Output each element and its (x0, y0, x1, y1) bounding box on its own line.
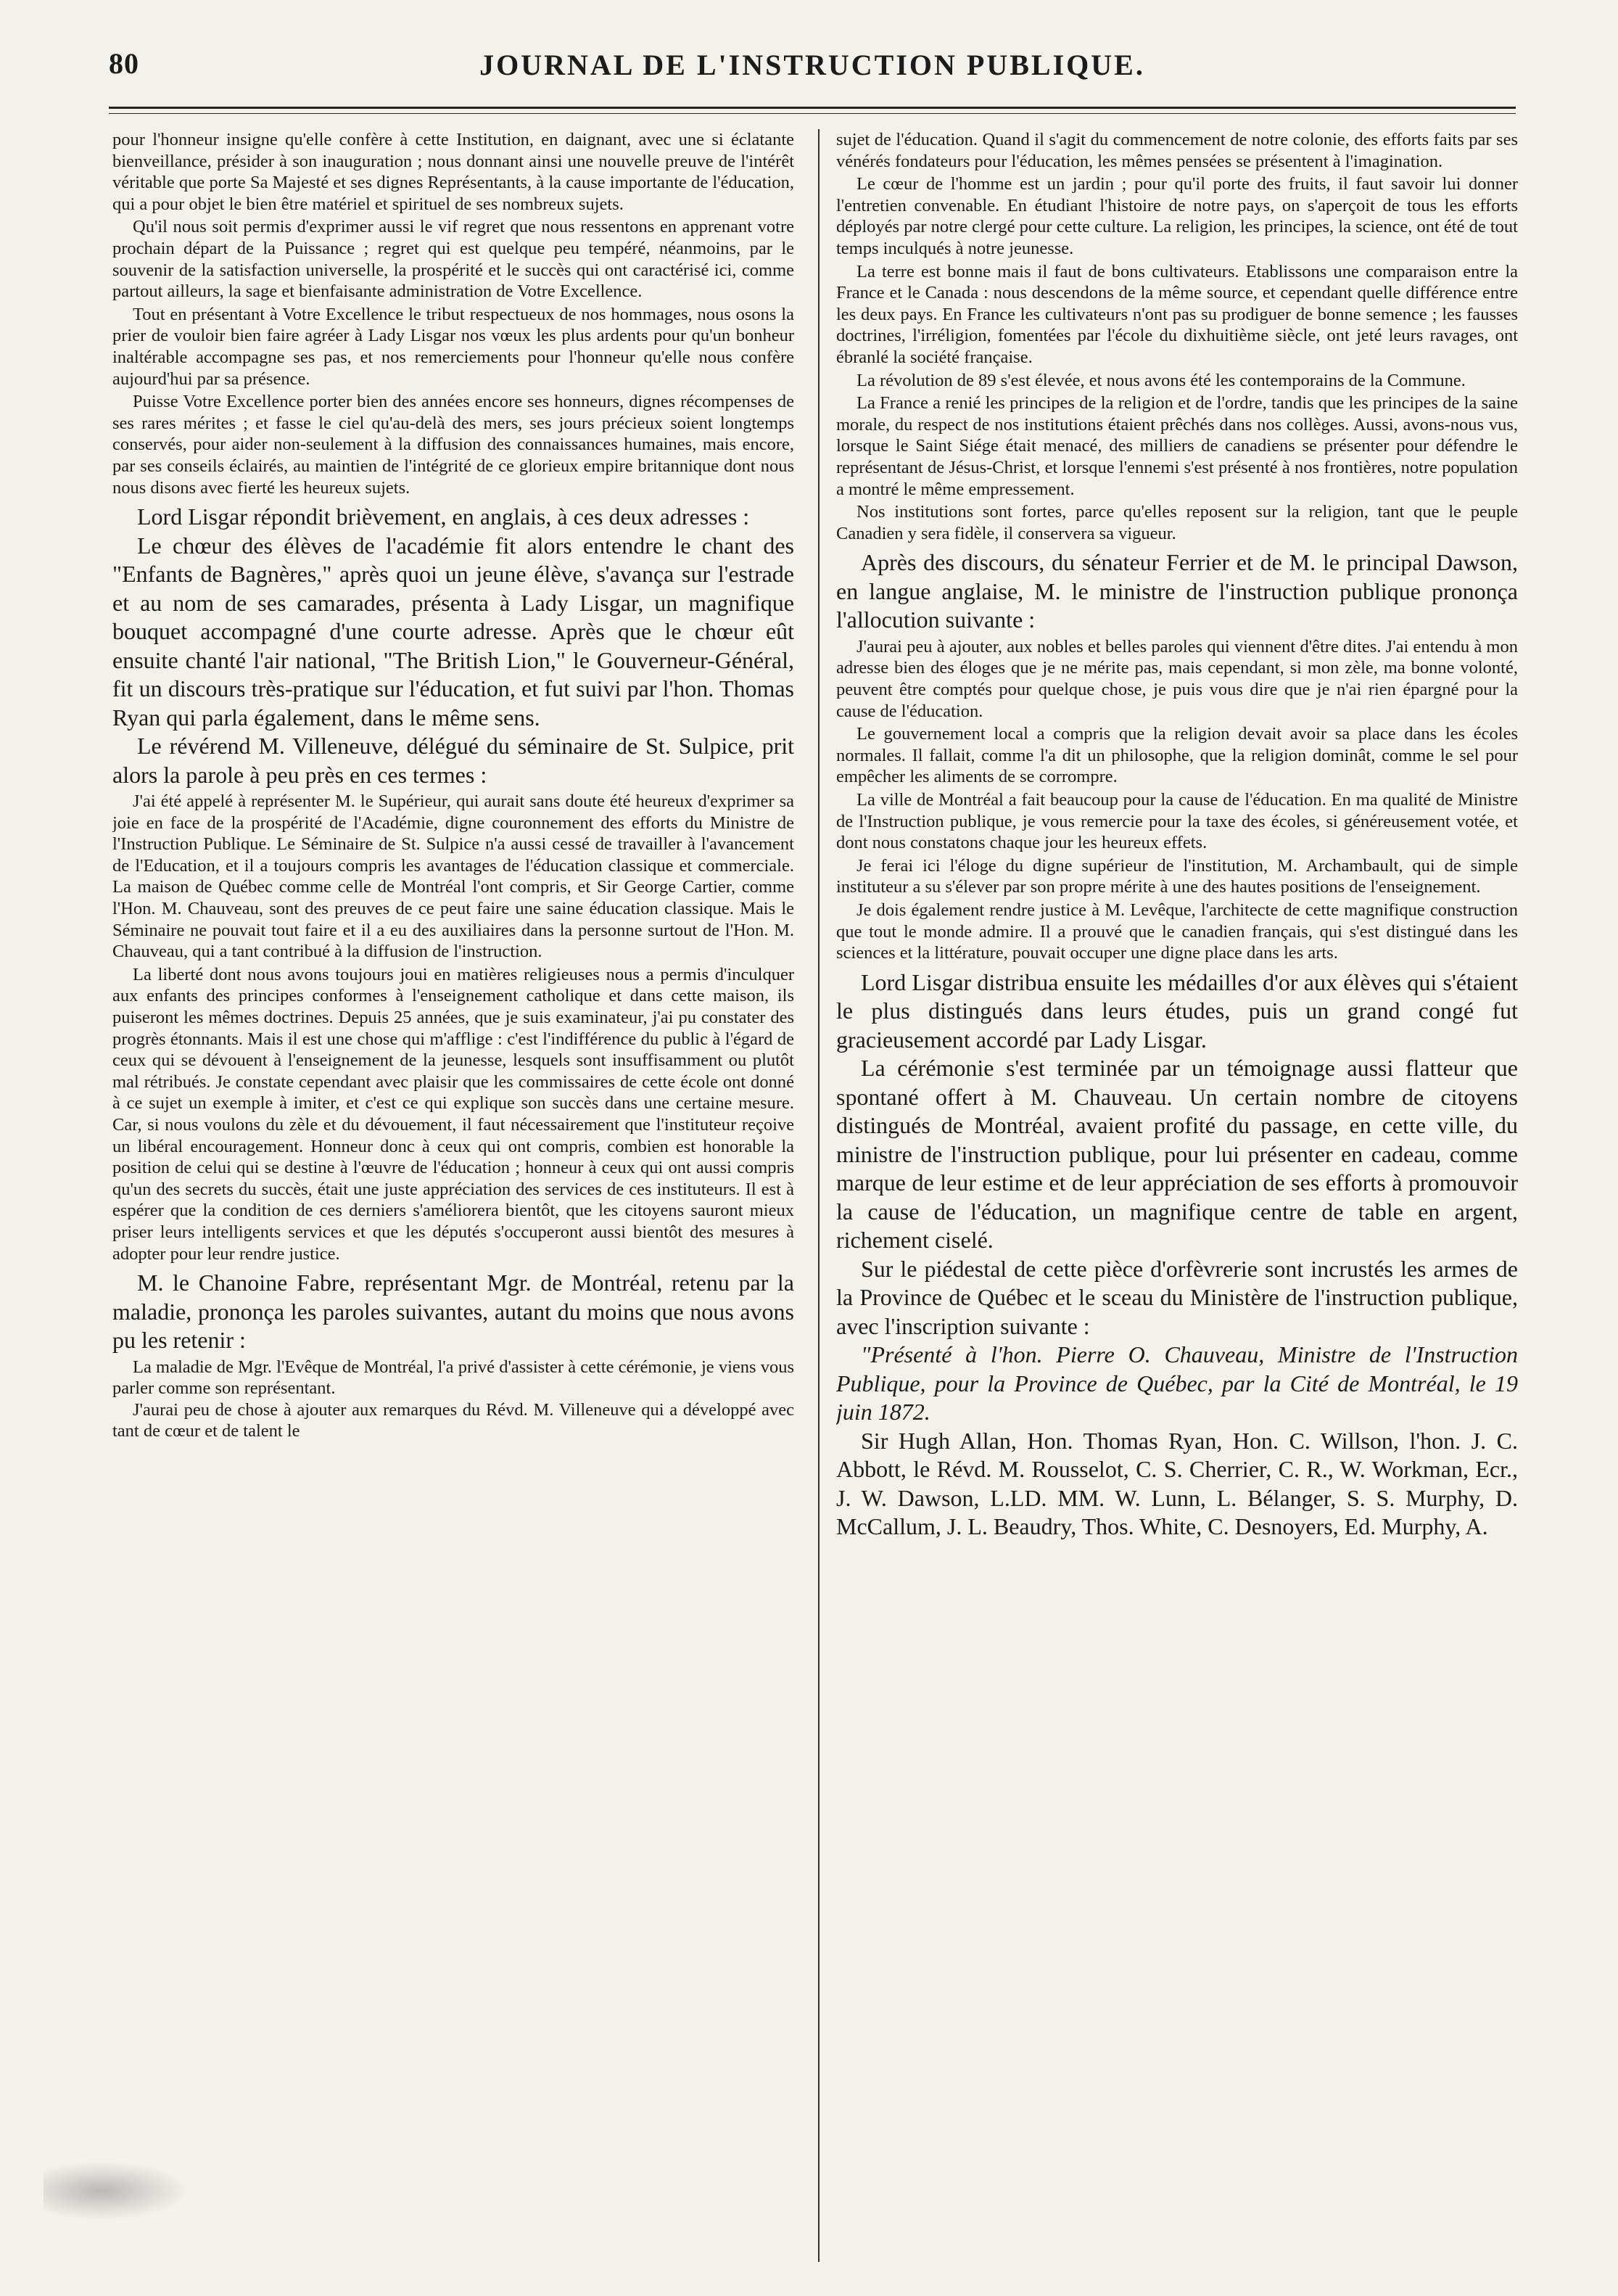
speech-paragraph: J'ai été appelé à représenter M. le Supérieur, qui aurait sans doute été heureux d'exprimer sa joie en face de la prospérité de l'Académie, digne couronnement des efforts du Ministre de l'Instruction Publique. Le Séminaire de St. Sulpice n'a aussi cessé de travailler à l'avancement de l'Education, et il a toujours compris les avantages de l'éducation classique et commerciale. La maison de Québec comme celle de Montréal l'ont compris, et Sir George Cartier, comme l'Hon. M. Chauveau, sont des preuves de ce peut faire une saine éducation classique. Mais le Séminaire ne pouvait tout faire et il a eu des auxiliaires dans la personne surtout de l'Hon. M. Chauveau, qui a tant contribué à la diffusion de l'instruction. (112, 791, 794, 962)
column-divider (818, 129, 820, 2262)
speech-paragraph: La ville de Montréal a fait beaucoup pour la cause de l'éducation. En ma qualité de Ministre de l'Instruction publique, je vous remercie pour la taxe des écoles, si généreusement votée, et dont nous constatons chaque jour les heureux effets. (836, 789, 1518, 853)
running-title: JOURNAL DE L'INSTRUCTION PUBLIQUE. (479, 49, 1145, 81)
narrative-paragraph: Après des discours, du sénateur Ferrier et de M. le principal Dawson, en langue anglaise, M. le ministre de l'instruction publique prononça l'allocution suivante : (836, 549, 1518, 633)
narrative-paragraph: Le chœur des élèves de l'académie fit alors entendre le chant des "Enfants de Bagnères," après quoi un jeune élève, s'avança sur l'estrade et au nom de ses camarades, présenta à Lady Lisgar, un magnifique bouquet accompagné d'une courte adresse. Après que le chœur eût ensuite chanté l'air national, "The British Lion," le Gouverneur-Général, fit un discours très-pratique sur l'éducation, et fut suivi par l'hon. Thomas Ryan qui parla également, dans le même sens. (112, 532, 794, 731)
speech-paragraph: J'aurai peu à ajouter, aux nobles et belles paroles qui viennent d'être dites. J'ai entendu à mon adresse bien des éloges que je ne mérite pas, mais cependant, si mon zèle, ma bonne volonté, peuvent être comptés pour quelque chose, je puis vous dire que je n'ai rien épargné pour la cause de l'éducation. (836, 636, 1518, 721)
narrative-paragraph: Lord Lisgar distribua ensuite les médailles d'or aux élèves qui s'étaient le plus distingués dans leurs études, puis un grand congé fut gracieusement accordé par Lady Lisgar. (836, 968, 1518, 1053)
names-paragraph: Sir Hugh Allan, Hon. Thomas Ryan, Hon. C. Willson, l'hon. J. C. Abbott, le Révd. M. Rousselot, C. S. Cherrier, C. R., W. Workman, Ecr., J. W. Dawson, L.LD. MM. W. Lunn, L. Bélanger, S. S. Murphy, D. McCallum, J. L. Beaudry, Thos. White, C. Desnoyers, Ed. Murphy, A. (836, 1427, 1518, 1540)
narrative-paragraph: M. le Chanoine Fabre, représentant Mgr. de Montréal, retenu par la maladie, prononça les paroles suivantes, autant du moins que nous avons pu les retenir : (112, 1270, 794, 1354)
narrative-paragraph: Sur le piédestal de cette pièce d'orfèvrerie sont incrustés les armes de la Province de Québec et le sceau du Ministère de l'instruction publique, avec l'inscription suivante : (836, 1255, 1518, 1339)
speech-paragraph: sujet de l'éducation. Quand il s'agit du commencement de notre colonie, des efforts faits par ses vénérés fondateurs pour l'éducation, les mêmes pensées se présentent à l'imagination. (836, 130, 1518, 171)
narrative-paragraph: Le révérend M. Villeneuve, délégué du séminaire de St. Sulpice, prit alors la parole à peu près en ces termes : (112, 733, 794, 788)
speech-paragraph: Le gouvernement local a compris que la religion devait avoir sa place dans les écoles normales. Il fallait, comme l'a dit un philosophe, que la religion dominât, comme le sel pour empêcher les aliments de se corrompre. (836, 724, 1518, 787)
header-rule-thick (109, 107, 1516, 109)
narrative-paragraph: Lord Lisgar répondit brièvement, en anglais, à ces deux adresses : (137, 503, 750, 530)
speech-paragraph: La terre est bonne mais il faut de bons cultivateurs. Etablissons une comparaison entre la France et le Canada : nous descendons de la même source, et cependant quelle différence entre les deux pays. En France les cultivateurs n'ont pas su prodiguer de bonne semence ; les fausses doctrines, l'irréligion, fomentées par l'école du dixhuitième siècle, ont jeté leurs ravages, ont ébranlé la société française. (836, 261, 1518, 367)
inscription-paragraph: "Présenté à l'hon. Pierre O. Chauveau, Ministre de l'Instruction Publique, pour la Province de Québec, par la Cité de Montréal, le 19 juin 1872. (836, 1341, 1518, 1425)
speech-paragraph: La France a renié les principes de la religion et de l'ordre, tandis que les principes de la saine morale, du respect de nos institutions étaient prêchés dans nos collèges. Aussi, avons-nous vus, lorsque le Saint Siége était menacé, des milliers de canadiens se présenter pour défendre le représentant de Jésus-Christ, et lorsque l'ennemi s'est présenté à nos frontières, notre population a montré le même empressement. (836, 393, 1518, 499)
speech-paragraph: Je ferai ici l'éloge du digne supérieur de l'institution, M. Archambault, qui de simple instituteur a su s'élever par son propre mérite à une des hautes positions de l'enseignement. (836, 855, 1518, 897)
speech-paragraph: La liberté dont nous avons toujours joui en matières religieuses nous a permis d'inculquer aux enfants des principes conformes à l'enseignement catholique et dans cette maison, ils puiseront les mêmes doctrines. Depuis 25 années, que je suis examinateur, j'ai pu constater des progrès étonnants. Mais il est une chose qui m'afflige : c'est l'indifférence du public à l'égard de ceux qui se dévouent à l'enseignement de la jeunesse, lesquels sont insuffisamment ou plutôt mal rétribués. Je constate cependant avec plaisir que les commissaires de cette école ont donné à ce sujet un exemple à imiter, et c'est ce qui explique son succès dans une certaine mesure. Car, si nous voulons du zèle et du dévouement, il faut nécessairement que l'instituteur reçoive un libéral encouragement. Honneur donc à ceux qui ont compris, combien est honorable la position de celui qui se destine à l'œuvre de l'éducation ; honneur à ceux qui ont aussi compris qu'un des secrets du succès, était une juste appréciation des services de ces instituteurs. Il est à espérer que la condition de ces derniers s'améliorera bientôt, que les citoyens sauront mieux priser leurs intelligents services et que les députés s'occuperont aussi bientôt des mesures à adopter pour leur rendre justice. (112, 964, 794, 1264)
address-paragraph: pour l'honneur insigne qu'elle confère à cette Institution, en daignant, avec une si éclatante bienveillance, présider à son inauguration ; nous donnant ainsi une nouvelle preuve de l'intérêt véritable que porte Sa Majesté et ses dignes Représentants, à la cause importante de l'éducation, qui a pour objet le bien être matériel et spirituel de ses nombreux sujets. (112, 130, 794, 214)
header-rule-thin (109, 113, 1516, 114)
page-header (109, 44, 1516, 102)
address-paragraph: Qu'il nous soit permis d'exprimer aussi le vif regret que nous ressentons en apprenant votre prochain départ de la Puissance ; regret qui est quelque peu tempéré, néanmoins, par le souvenir de la satisfaction universelle, la prospérité et le succès qui ont caractérisé ici, comme partout ailleurs, la sage et bienfaisante administration de Votre Excellence. (112, 217, 794, 302)
speech-paragraph: J'aurai peu de chose à ajouter aux remarques du Révd. M. Villeneuve qui a développé avec tant de cœur et de talent le (112, 1399, 794, 1441)
speech-paragraph: La maladie de Mgr. l'Evêque de Montréal, l'a privé d'assister à cette cérémonie, je viens vous parler comme son représentant. (112, 1357, 794, 1399)
left-column (112, 129, 794, 2269)
speech-paragraph: Nos institutions sont fortes, parce qu'elles reposent sur la religion, tant que le peuple Canadien y sera fidèle, il conservera sa vigueur. (836, 502, 1518, 543)
page-smudge (44, 2162, 189, 2220)
speech-paragraph: Le cœur de l'homme est un jardin ; pour qu'il porte des fruits, il faut savoir lui donner l'entretien convenable. En étudiant l'histoire de notre pays, on s'aperçoit de tous les efforts déployés par notre clergé pour cette culture. La religion, les principes, la science, ont été de tout temps inculqués à notre jeunesse. (836, 174, 1518, 258)
speech-paragraph: Je dois également rendre justice à M. Levêque, l'architecte de cette magnifique construction que tout le monde admire. Il a prouvé que le canadien français, qui s'est distingué dans les sciences et la littérature, pouvait occuper une digne place dans les arts. (836, 900, 1518, 963)
address-paragraph: Puisse Votre Excellence porter bien des années encore ses honneurs, dignes récompenses de ses rares mérites ; et fasse le ciel qu'au-delà des mers, ses jours précieux soient longtemps conservés, pour aider non-seulement à la diffusion des connaissances humaines, mais encore, par ses conseils éclairés, au maintien de l'intégrité de ce glorieux empire britannique dont nous nous disons avec fierté les heureux sujets. (112, 392, 794, 498)
speech-paragraph: La révolution de 89 s'est élevée, et nous avons été les contemporains de la Commune. (857, 370, 1466, 390)
address-paragraph: Tout en présentant à Votre Excellence le tribut respectueux de nos hommages, nous osons la prier de vouloir bien faire agréer à Lady Lisgar nos vœux les plus ardents pour qu'un bonheur inaltérable accompagne ses pas, et nos remerciements pour l'honneur qu'elle nous confère aujourd'hui par sa présence. (112, 304, 794, 389)
page-number: 80 (109, 47, 139, 80)
right-column (836, 129, 1518, 2269)
narrative-paragraph: La cérémonie s'est terminée par un témoignage aussi flatteur que spontané offert à M. Chauveau. Un certain nombre de citoyens distingués de Montréal, avaient profité du passage, en cette ville, du ministre de l'instruction publique, pour lui présenter en cadeau, comme marque de leur estime et de leur appréciation de ses efforts à promouvoir la cause de l'éducation, un magnifique centre de table en argent, richement ciselé. (836, 1055, 1518, 1254)
